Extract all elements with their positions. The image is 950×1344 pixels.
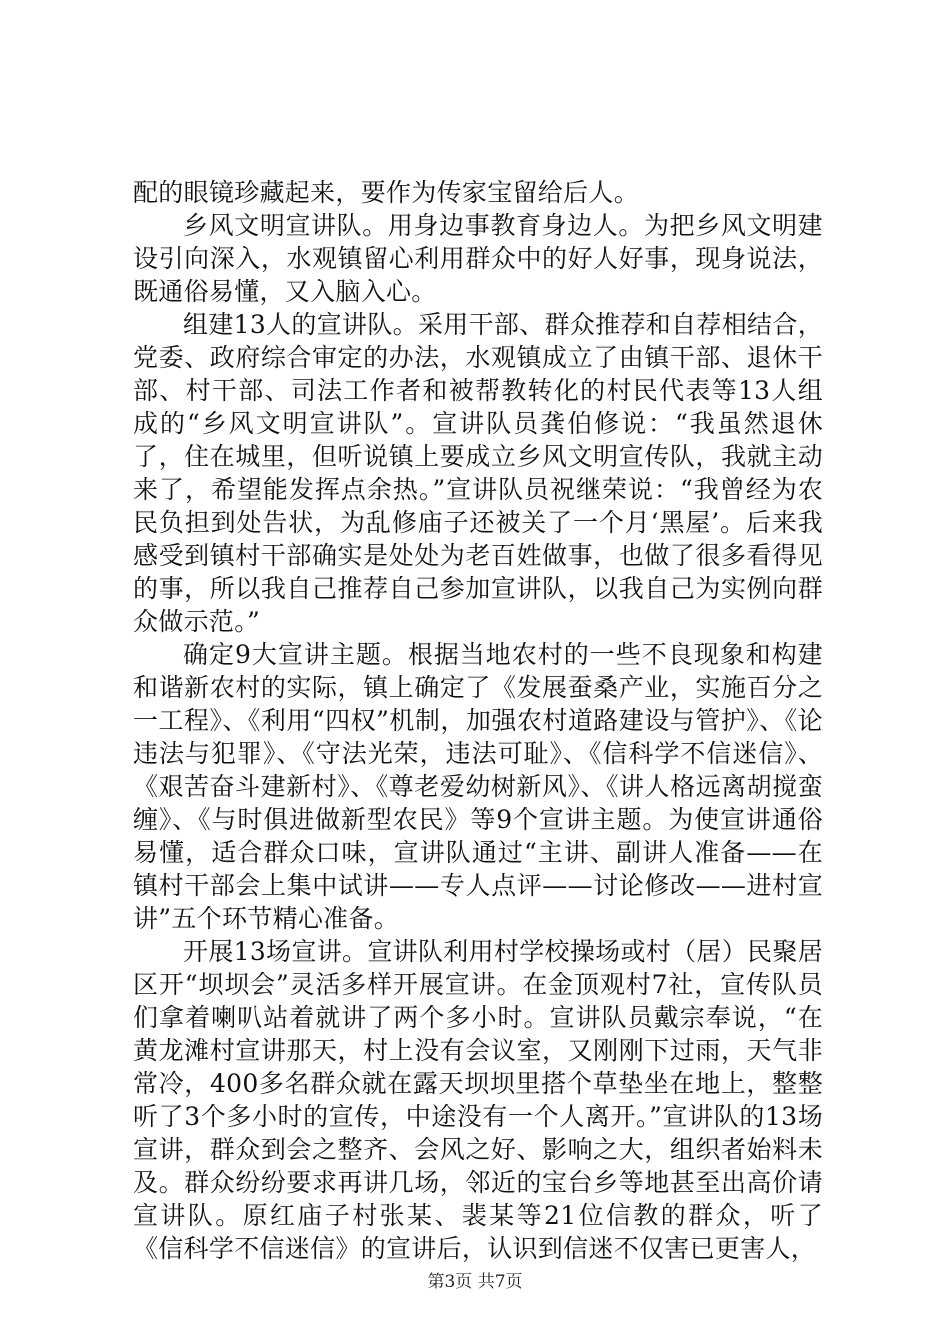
page-number-footer: 第3页 共7页 xyxy=(427,1272,523,1292)
paragraph-themes: 确定9大宣讲主题。根据当地农村的一些不良现象和构建和谐新农村的实际，镇上确定了《发展蚕桑产业，实施百分之一工程》、《利用“四权”机制，加强农村道路建设与管护》、《论违法与犯罪》、《守法光荣，违法可耻》、《信科学不信迷信》、《艰苦奋斗建新村》、《尊老爱幼树新风》、《讲人格远离胡搅蛮缠》、《与时俱进做新型农民》等9个宣讲主题。为使宣讲通俗易懂，适合群众口味，宣讲队通过“主讲、副讲人准备——在镇村干部会上集中试讲——专人点评——讨论修改——进村宣讲”五个环节精心准备。 xyxy=(133,640,823,933)
document-body xyxy=(133,176,823,1265)
paragraph-continuation: 配的眼镜珍藏起来，要作为传家宝留给后人。 xyxy=(133,178,640,207)
paragraph-propaganda-team: 乡风文明宣讲队。用身边事教育身边人。为把乡风文明建设引向深入，水观镇留心利用群众中的好人好事，现身说法，既通俗易懂，又入脑入心。 xyxy=(133,211,823,306)
paragraph-form-team: 组建13人的宣讲队。采用干部、群众推荐和自荐相结合，党委、政府综合审定的办法，水观镇成立了由镇干部、退休干部、村干部、司法工作者和被帮教转化的村民代表等13人组成的“乡风文明宣讲队”。宣讲队员龚伯修说：“我虽然退休了，住在城里，但听说镇上要成立乡风文明宣传队，我就主动来了，希望能发挥点余热。”宣讲队员祝继荣说：“我曾经为农民负担到处告状，为乱修庙子还被关了一个月‘黑屋’。后来我感受到镇村干部确实是处处为老百姓做事，也做了很多看得见的事，所以我自己推荐自己参加宣讲队，以我自己为实例向群众做示范。” xyxy=(133,310,823,636)
paragraph-sessions: 开展13场宣讲。宣讲队利用村学校操场或村（居）民聚居区开“坝坝会”灵活多样开展宣讲。在金顶观村7社，宣传队员们拿着喇叭站着就讲了两个多小时。宣讲队员戴宗奉说，“在黄龙滩村宣讲那天，村上没有会议室，又刚刚下过雨，天气非常冷，400多名群众就在露天坝坝里搭个草垫坐在地上，整整听了3个多小时的宣传，中途没有一个人离开。”宣讲队的13场宣讲，群众到会之整齐、会风之好、影响之大，组织者始料未及。群众纷纷要求再讲几场，邻近的宝台乡等地甚至出高价请宣讲队。原红庙子村张某、裴某等21位信教的群众，听了《信科学不信迷信》的宣讲后，认识到信迷不仅害已更害人， xyxy=(133,937,823,1263)
